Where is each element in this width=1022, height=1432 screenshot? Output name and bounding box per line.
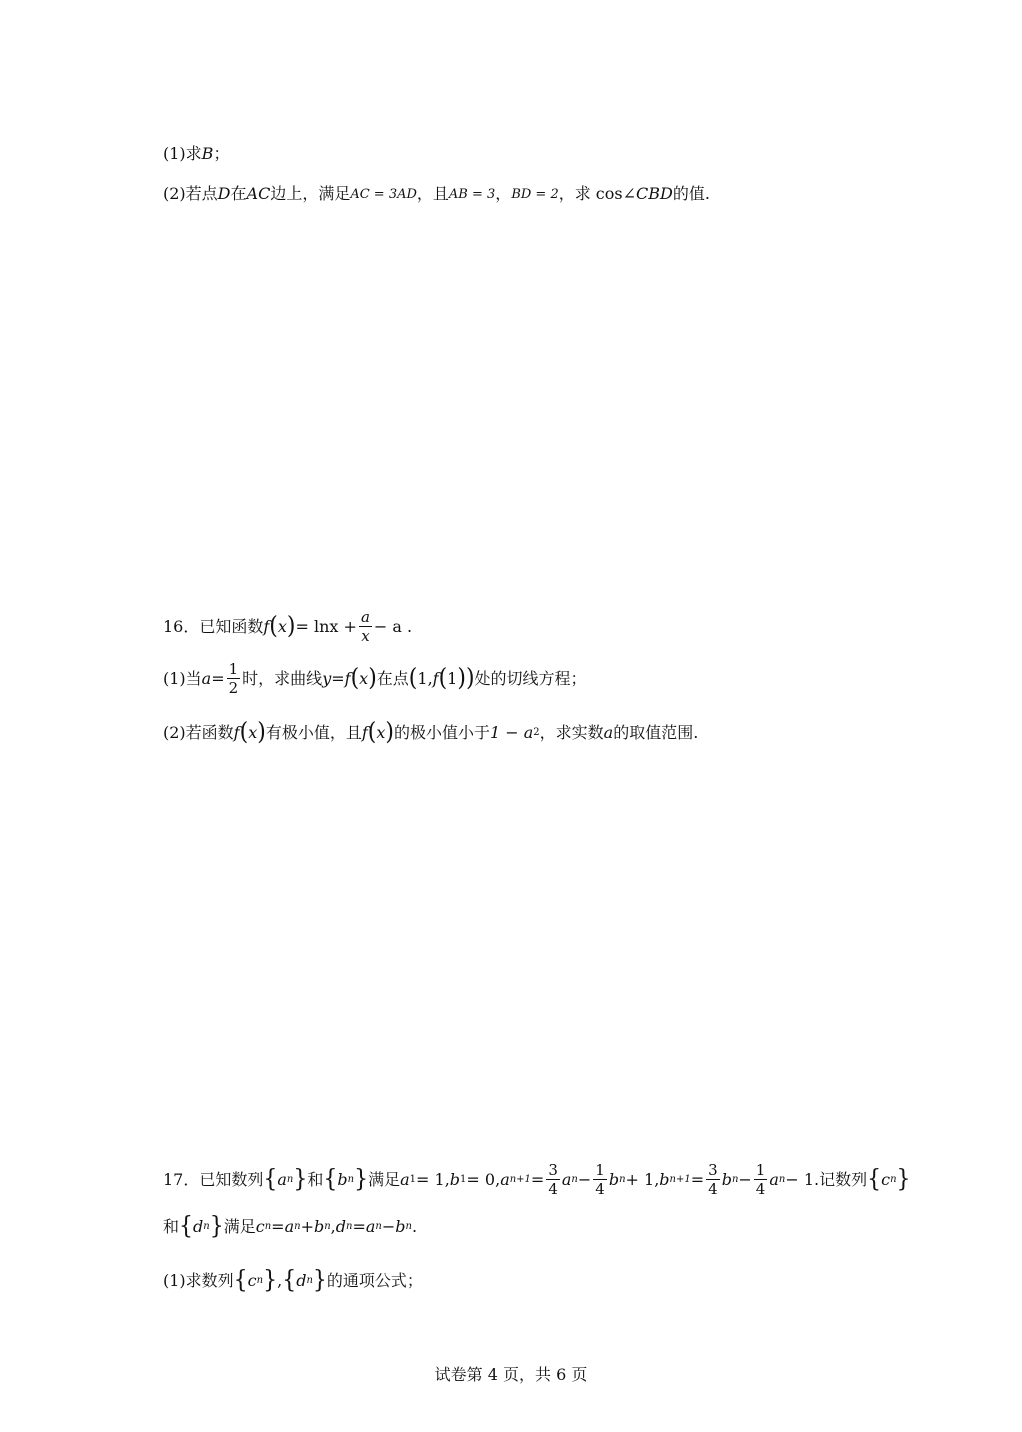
- brace: {: [867, 1165, 882, 1194]
- brace: }: [312, 1266, 327, 1295]
- paren: ): [257, 718, 266, 747]
- text: 16．已知函数: [163, 617, 264, 636]
- var-x: x: [376, 723, 386, 742]
- text: 处的切线方程；: [474, 669, 587, 688]
- var-d: D: [217, 184, 231, 203]
- brace: }: [354, 1165, 369, 1194]
- sub-1: 1: [409, 1174, 417, 1185]
- text: =: [352, 1217, 366, 1236]
- text: 的极小值小于: [393, 723, 490, 742]
- var-b: b: [395, 1217, 406, 1236]
- var-b: b: [659, 1170, 670, 1189]
- text: (1)求: [163, 144, 202, 163]
- var-b: B: [201, 144, 214, 163]
- numerator: 1: [595, 1161, 605, 1179]
- paren: ): [385, 718, 394, 747]
- text: =: [271, 1217, 285, 1236]
- var-f: f: [263, 617, 270, 636]
- denominator: 4: [595, 1180, 605, 1198]
- brace: {: [323, 1165, 338, 1194]
- var-a: a: [769, 1170, 779, 1189]
- q16-part2: [163, 718, 699, 747]
- var-cbd: CBD: [636, 184, 673, 203]
- sub-n: n: [294, 1221, 301, 1232]
- q16-stem: [163, 610, 412, 644]
- var-a: a: [277, 1170, 287, 1189]
- paren: (: [438, 664, 448, 693]
- q17-part1: [163, 1266, 423, 1295]
- brace: }: [209, 1212, 224, 1241]
- var-f: f: [344, 669, 351, 688]
- text: 的通项公式；: [326, 1271, 423, 1290]
- var-a: a: [201, 669, 212, 688]
- denominator: x: [361, 627, 370, 645]
- text: ,: [277, 1271, 283, 1290]
- text: 的取值范围.: [613, 723, 699, 742]
- brace: {: [282, 1266, 297, 1295]
- text: − 1: [785, 1170, 815, 1189]
- sub-n: n: [731, 1174, 739, 1185]
- var-c: c: [881, 1170, 891, 1189]
- paren: (: [269, 612, 278, 641]
- text: =: [211, 669, 225, 688]
- equation-ab: AB = 3: [448, 186, 496, 202]
- sub-n: n: [619, 1174, 626, 1185]
- text: ，: [495, 184, 512, 203]
- text: 在: [230, 184, 247, 203]
- var-ac: AC: [246, 184, 271, 203]
- var-d: d: [296, 1271, 307, 1290]
- denominator: 4: [708, 1180, 718, 1198]
- text: −: [381, 1217, 396, 1236]
- text: ；: [213, 144, 230, 163]
- var-x: x: [248, 723, 258, 742]
- var-b: b: [449, 1170, 461, 1189]
- sub-n: n: [324, 1221, 331, 1232]
- sub-1: 1: [460, 1174, 467, 1185]
- brace: {: [179, 1212, 194, 1241]
- numerator: 3: [708, 1161, 718, 1179]
- var-f: f: [233, 723, 240, 742]
- var-y: y: [322, 669, 332, 688]
- equation-ac: AC = 3AD: [350, 186, 417, 202]
- text: − a .: [373, 617, 413, 636]
- q15-part1: [163, 146, 229, 162]
- text: ，求 cos∠: [558, 184, 637, 203]
- q17-stem: [163, 1163, 911, 1197]
- paren: (: [408, 664, 418, 693]
- sub-n: n: [375, 1221, 382, 1232]
- text: = 0,: [466, 1170, 501, 1189]
- denominator: 4: [755, 1180, 766, 1198]
- fraction-1-4: [754, 1163, 768, 1197]
- text: 满足: [223, 1217, 256, 1236]
- var-b: b: [608, 1170, 620, 1189]
- var-d: d: [335, 1217, 347, 1236]
- text: 和: [307, 1170, 324, 1189]
- text: 的值.: [672, 184, 710, 203]
- var-a: a: [365, 1217, 376, 1236]
- text: 边上，满足: [270, 184, 351, 203]
- text: .记数列: [814, 1170, 868, 1189]
- text: (2)若函数: [163, 723, 234, 742]
- text: =: [530, 1170, 545, 1189]
- text: (2)若点: [163, 184, 218, 203]
- q16-part1: [163, 662, 587, 696]
- sub-n: n: [306, 1275, 313, 1286]
- text: ,: [330, 1217, 336, 1236]
- sub-n: n: [203, 1221, 210, 1232]
- sub-n: n: [571, 1174, 578, 1185]
- text: =: [331, 669, 345, 688]
- text: 1,: [417, 669, 433, 688]
- text: −: [738, 1170, 752, 1189]
- var-b: b: [313, 1217, 325, 1236]
- var-b: b: [721, 1170, 732, 1189]
- sub-n: n: [286, 1174, 294, 1185]
- paren: ): [457, 664, 466, 693]
- text: .: [411, 1217, 418, 1236]
- text: 满足: [368, 1170, 401, 1189]
- fraction-3-4: [706, 1163, 720, 1197]
- brace: }: [263, 1266, 278, 1295]
- text: (1)求数列: [163, 1271, 234, 1290]
- text: = lnx +: [295, 617, 357, 636]
- expression: 1 − a: [489, 723, 534, 742]
- var-c: c: [255, 1217, 265, 1236]
- var-a: a: [400, 1170, 410, 1189]
- text: (1)当: [163, 669, 202, 688]
- fraction-one-half: [227, 662, 241, 696]
- text: 17．已知数列: [163, 1170, 264, 1189]
- denominator: 2: [228, 679, 239, 697]
- brace: }: [293, 1165, 308, 1194]
- text: 时，求曲线: [242, 669, 323, 688]
- q17-line2: [163, 1212, 418, 1241]
- var-f: f: [432, 669, 439, 688]
- paren: (: [350, 664, 360, 693]
- sub-n: n: [256, 1275, 264, 1286]
- brace: {: [233, 1266, 248, 1295]
- text: 有极小值，且: [265, 723, 362, 742]
- paren: ): [368, 664, 377, 693]
- fraction-a-over-x: [359, 610, 372, 644]
- paren: (: [367, 718, 377, 747]
- text: + 1,: [625, 1170, 660, 1189]
- var-x: x: [277, 617, 287, 636]
- paren: ): [465, 664, 475, 693]
- sub-n: n: [778, 1174, 786, 1185]
- page-footer: 试卷第 4 页，共 6 页: [434, 1365, 588, 1384]
- numerator: 3: [548, 1161, 558, 1179]
- equation-bd: BD = 2: [511, 186, 559, 202]
- var-a: a: [561, 1170, 572, 1189]
- brace: }: [896, 1165, 911, 1194]
- var-d: d: [193, 1217, 204, 1236]
- text: = 1,: [416, 1170, 450, 1189]
- fraction-1-4: [593, 1163, 607, 1197]
- fraction-3-4: [546, 1163, 560, 1197]
- var-x: x: [359, 669, 369, 688]
- text: −: [577, 1170, 592, 1189]
- sub-n: n: [890, 1174, 897, 1185]
- denominator: 4: [548, 1180, 558, 1198]
- var-a: a: [284, 1217, 295, 1236]
- paren: ): [286, 612, 296, 641]
- var-b: b: [337, 1170, 348, 1189]
- text: ，求实数: [539, 723, 604, 742]
- exponent: 2: [533, 727, 540, 738]
- sub-n: n: [346, 1221, 353, 1232]
- sub-n1: n+1: [509, 1174, 531, 1185]
- var-c: c: [247, 1271, 257, 1290]
- text: ，且: [416, 184, 449, 203]
- sub-n: n: [405, 1221, 412, 1232]
- sub-n: n: [347, 1174, 355, 1185]
- text: 和: [163, 1217, 180, 1236]
- sub-n1: n+1: [669, 1174, 691, 1185]
- q15-part2: [163, 186, 710, 202]
- var-f: f: [361, 723, 368, 742]
- numerator: 1: [228, 660, 239, 678]
- brace: {: [263, 1165, 278, 1194]
- numerator: 1: [755, 1161, 766, 1179]
- numerator: a: [360, 608, 370, 626]
- paren: (: [239, 718, 249, 747]
- text: 1: [447, 669, 458, 688]
- text: +: [300, 1217, 314, 1236]
- text: =: [690, 1170, 705, 1189]
- text: 在点: [376, 669, 409, 688]
- var-a: a: [500, 1170, 510, 1189]
- sub-n: n: [264, 1221, 272, 1232]
- var-a: a: [603, 723, 614, 742]
